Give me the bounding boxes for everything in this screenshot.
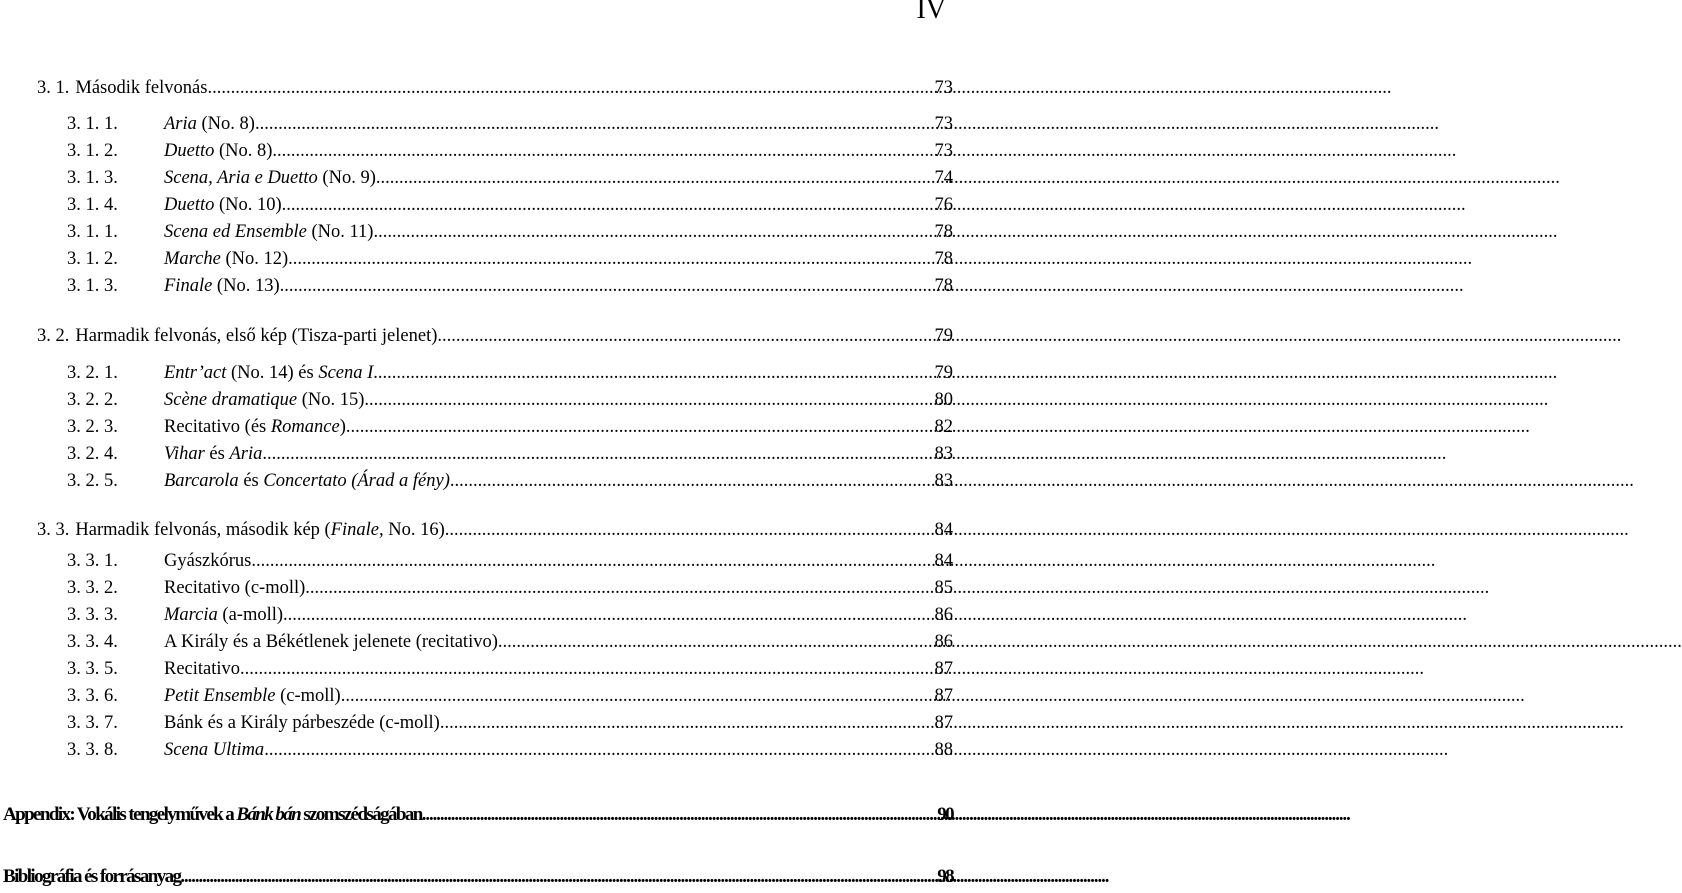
dot-leader [207,75,934,101]
toc-subsection [0,575,960,601]
dot-leader [305,575,934,601]
dot-leader [445,517,935,543]
toc-section-3-3 [0,517,960,543]
toc-subsection [0,656,960,682]
toc-number: 3. 1. 3. [67,276,118,296]
toc-subsection [0,387,960,413]
toc-page: 83 [934,471,953,491]
toc-subsection [0,138,960,164]
toc-title: Duetto (No. 10) [164,195,282,215]
toc-number: 3. 3. 3. [67,605,118,625]
toc-title: Barcarola és Concertato (Árad a fény) [164,471,450,491]
dot-leader [272,138,934,164]
toc-subsection [0,414,960,440]
dot-leader [346,414,935,440]
page-number: IV [916,0,946,25]
toc-page: 90 [937,804,953,825]
toc-subsection [0,192,960,218]
toc-subsection [0,710,960,736]
toc-number: 3. 1. [37,78,70,98]
toc-subsection [0,360,960,386]
toc-page: 78 [934,222,953,242]
toc-subsection [0,468,960,494]
toc-subsection [0,737,960,763]
toc-title: Második felvonás [75,78,208,98]
toc-number: 3. 2. 4. [67,444,118,464]
toc-title: Bánk és a Király párbeszéde (c-moll) [164,713,440,733]
dot-leader [262,441,934,467]
toc-title: Scena, Aria e Duetto (No. 9) [164,168,376,188]
toc-subsection [0,441,960,467]
toc-title: Recitativo [164,659,241,679]
dot-leader [282,192,935,218]
toc-page: 73 [934,141,953,161]
toc-number: 3. 3. [37,520,70,540]
toc-page: 76 [934,195,953,215]
toc-title: Gyászkórus [164,551,252,571]
toc-page: 73 [934,78,953,98]
toc-page: 87 [934,686,953,706]
toc-page: 78 [934,276,953,296]
toc-number: 3. 2. 1. [67,363,118,383]
toc-title: Scène dramatique (No. 15) [164,390,365,410]
toc-page: 86 [934,605,953,625]
toc-title: Entr’act (No. 14) és Scena I [164,363,374,383]
toc-page: 73 [934,114,953,134]
toc-title: Bibliográfia és forrásanyag [3,866,181,887]
toc-title: Scena Ultima [164,740,265,760]
toc-number: 3. 2. 5. [67,471,118,491]
toc-title: Finale (No. 13) [164,276,280,296]
toc-subsection [0,111,960,137]
toc-number: 3. 3. 8. [67,740,118,760]
toc-page: 87 [934,713,953,733]
toc-page: 78 [934,249,953,269]
dot-leader [240,656,934,682]
toc-subsection [0,602,960,628]
toc-title: Scena ed Ensemble (No. 11) [164,222,374,242]
dot-leader [283,602,934,628]
toc-section-3-1 [0,75,960,101]
toc-number: 3. 1. 1. [67,222,118,242]
toc-title: Harmadik felvonás, első kép (Tisza-parti jelenet) [75,326,438,346]
toc-page: 74 [934,168,953,188]
toc-page: 79 [934,363,953,383]
toc-page: 84 [934,551,953,571]
toc-number: 3. 3. 2. [67,578,118,598]
toc-title: Appendix: Vokális tengelyművek a Bánk bán szomszédságában [3,804,422,825]
toc-title: Recitativo (c-moll) [164,578,306,598]
toc-title: Vihar és Aria [164,444,263,464]
dot-leader [450,468,935,494]
toc-page: 87 [934,659,953,679]
toc-number: 3. 3. 4. [67,632,118,652]
toc-subsection [0,219,960,245]
dot-leader [373,219,934,245]
toc-subsection [0,273,960,299]
dot-leader [264,737,934,763]
toc-number: 3. 3. 1. [67,551,118,571]
toc-page: 80 [934,390,953,410]
dot-leader [288,246,934,272]
toc-number: 3. 1. 2. [67,141,118,161]
toc-number: 3. 1. 3. [67,168,118,188]
dot-leader [498,629,935,655]
toc-number: 3. 3. 5. [67,659,118,679]
toc-number: 3. 1. 4. [67,195,118,215]
toc-page: 82 [934,417,953,437]
toc-title: Marche (No. 12) [164,249,289,269]
dot-leader [440,710,935,736]
toc-subsection [0,246,960,272]
dot-leader [376,165,935,191]
toc-number: 3. 3. 6. [67,686,118,706]
toc-page: 88 [934,740,953,760]
toc-number: 3. 2. 2. [67,390,118,410]
toc-subsection [0,683,960,709]
dot-leader [364,387,934,413]
toc-number: 3. 1. 2. [67,249,118,269]
toc-bibliography [0,864,960,890]
toc-page: 98 [937,866,953,887]
toc-page: 85 [934,578,953,598]
dot-leader [341,683,935,709]
toc-title: Recitativo (és Romance) [164,417,346,437]
toc-number: 3. 2. 3. [67,417,118,437]
toc-title: Duetto (No. 8) [164,141,273,161]
dot-leader [422,802,937,828]
toc-section-3-2 [0,323,960,349]
toc-page: 84 [934,520,953,540]
dot-leader [373,360,934,386]
toc-title: Marcia (a-moll) [164,605,284,625]
dot-leader [180,864,937,890]
dot-leader [280,273,935,299]
dot-leader [251,548,934,574]
toc-appendix [0,802,960,828]
toc-title: A Király és a Békétlenek jelenete (recitativo) [164,632,498,652]
toc-number: 3. 1. 1. [67,114,118,134]
toc-number: 3. 2. [37,326,70,346]
toc-number: 3. 3. 7. [67,713,118,733]
toc-subsection [0,548,960,574]
toc-page: 86 [934,632,953,652]
toc-title: Harmadik felvonás, második kép (Finale, No. 16) [75,520,445,540]
toc-title: Petit Ensemble (c-moll) [164,686,341,706]
toc-subsection [0,629,960,655]
toc-page: 83 [934,444,953,464]
dot-leader [437,323,934,349]
dot-leader [255,111,935,137]
toc-subsection [0,165,960,191]
toc-page: 79 [934,326,953,346]
toc-title: Aria (No. 8) [164,114,255,134]
